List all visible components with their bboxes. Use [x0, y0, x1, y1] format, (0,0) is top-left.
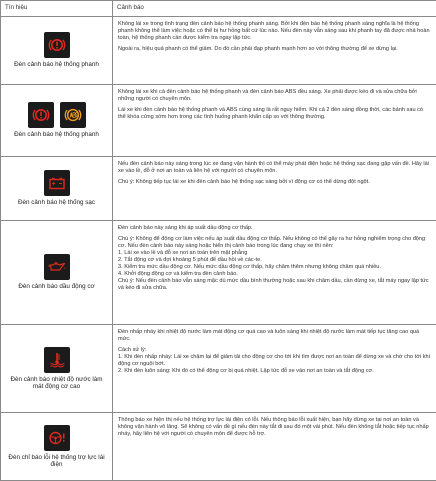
description-paragraph: Đèn nhấp nháy khi nhiệt độ nước làm mát động cơ quá cao và luôn sáng khi nhiệt độ nước làm mát tiếp tục tăng cao quá mức.: [118, 329, 431, 343]
warning-description: [113, 157, 436, 221]
signal-caption: Đèn cảnh báo nhiệt độ nước làm mát động cơ cao: [1, 376, 112, 391]
coolant-temperature-icon: [44, 347, 70, 373]
description-paragraph: Chú ý: Không để động cơ làm việc nếu áp suất dầu động cơ thấp. Nếu không có thể gây ra hư hỏng nghiêm trọng cho động cơ. Nếu đèn cảnh báo này sáng hoặc hiển thị cảnh báo trong lúc đang chạy xe thì nên: 1. Lái xe vào lề và đỗ xe nơi an toàn trên mặt phẳng 2. Tắt động cơ và đợi khoảng 5 phút để dầu hồi về các-te. 3. Kiểm tra mức dầu động cơ. Nếu mức dầu động cơ thấp, hãy châm thêm nhưng không châm quá nhiều. 4. Khởi động động cơ và kiểm tra đèn cảnh báo. Chú ý: Nếu đèn cảnh báo vẫn sáng mặc dù mức dầu bình thường hoặc sau khi châm dầu, cần dừng xe, tắt máy ngay lập tức và kéo đi sửa chữa.: [118, 236, 431, 292]
header-signal: Tín hiệu: [1, 1, 113, 17]
signal-cell: [1, 413, 113, 481]
battery-icon: [44, 170, 70, 196]
warning-description: [113, 413, 436, 481]
signal-caption: Đèn cảnh báo hệ thống phanh: [10, 61, 103, 69]
description-paragraph: Đèn cảnh báo này sáng khi áp suất dầu động cơ thấp.: [118, 225, 431, 232]
signal-cell: [1, 85, 113, 157]
signal-caption: Đèn chỉ báo lỗi hệ thống trợ lực lái điện: [1, 454, 112, 469]
abs-warning-icon: [60, 102, 86, 128]
description-paragraph: Thông báo xe hiện thị nếu hệ thống trợ lực lái điện có lỗi. Nếu thông báo lỗi xuất hiện, bạn hãy dừng xe tại nơi an toàn và không vận hành vô lăng. Sẽ không có vấn đề gì nếu đèn này tắt đi sau đó một vài phút. Nếu đèn không tắt hoặc tiếp tục nhấp nháy, hãy liên hệ với người có chuyên môn để được hỗ trợ.: [118, 417, 431, 438]
warning-description: [113, 17, 436, 85]
signal-caption: Đèn cảnh báo hệ thống phanh: [10, 131, 103, 139]
signal-cell: [1, 221, 113, 325]
oil-can-icon: [44, 254, 70, 280]
description-paragraph: Không lái xe khi cả đèn cảnh báo hệ thống phanh và đèn cảnh báo ABS đều sáng. Xe phải được kéo đi và sửa chữa bởi những người có chuyên môn.: [118, 89, 431, 103]
steering-wheel-icon: [44, 425, 70, 451]
description-paragraph: Nếu đèn cảnh báo này sáng trong lúc xe đang vận hành thì có thể máy phát điện hoặc hệ thống sạc đang gặp vấn đề. Hãy lái xe vào lề, đỗ ở nơi an toàn và liên hệ với người có chuyên môn.: [118, 161, 431, 175]
warning-description: [113, 325, 436, 413]
description-paragraph: Không lái xe trong tình trạng đèn cảnh báo hệ thống phanh sáng. Bởi khi đèn báo hệ thống phanh sáng nghĩa là hệ thống phanh không thể làm việc hoặc có thể bị hư hỏng bất cứ lúc nào. Nếu đèn này vẫn sáng sau khi phanh tay đã được nhả hoàn toàn, hệ thống phanh cần được kiểm tra ngay lập tức.: [118, 21, 431, 42]
description-paragraph: Ngoài ra, hiệu quả phanh có thể giảm. Do đó cần phải đạp phanh mạnh hơn so với thông thường để xe dừng lại.: [118, 46, 431, 53]
description-paragraph: Lái xe khi đèn cảnh báo hệ thống phanh và ABS cùng sáng là rất nguy hiểm. Khi cả 2 đèn sáng đồng thời, các bánh sau có thể khóa cứng sớm hơn trong các tình huống phanh khẩn cấp so với thông thường.: [118, 107, 431, 121]
signal-caption: Đèn cảnh báo hệ thống sạc: [14, 199, 99, 207]
signal-caption: Đèn cảnh báo dầu động cơ: [14, 283, 98, 291]
warning-description: [113, 221, 436, 325]
signal-cell: [1, 325, 113, 413]
brake-warning-icon: [28, 102, 54, 128]
description-paragraph: Cách xử lý: 1. Khi đèn nhấp nháy: Lái xe chậm lại để giảm tải cho động cơ cho tới khi tìm được nơi an toàn để dừng xe và chờ cho tới khi động cơ nguội bớt. 2. Khi đèn luôn sáng: Khi đó có thể động cơ bị quá nhiệt. Lập tức đỗ xe vào nơi an toàn và tắt động cơ.: [118, 347, 431, 375]
header-warning: Cảnh báo: [113, 1, 436, 17]
signal-cell: [1, 157, 113, 221]
signal-cell: [1, 17, 113, 85]
warning-description: [113, 85, 436, 157]
description-paragraph: Chú ý: Không tiếp tục lái xe khi đèn cảnh báo hệ thống sạc sáng bởi vì động cơ có thể dừng đột ngột.: [118, 179, 431, 186]
brake-warning-icon: [44, 32, 70, 58]
